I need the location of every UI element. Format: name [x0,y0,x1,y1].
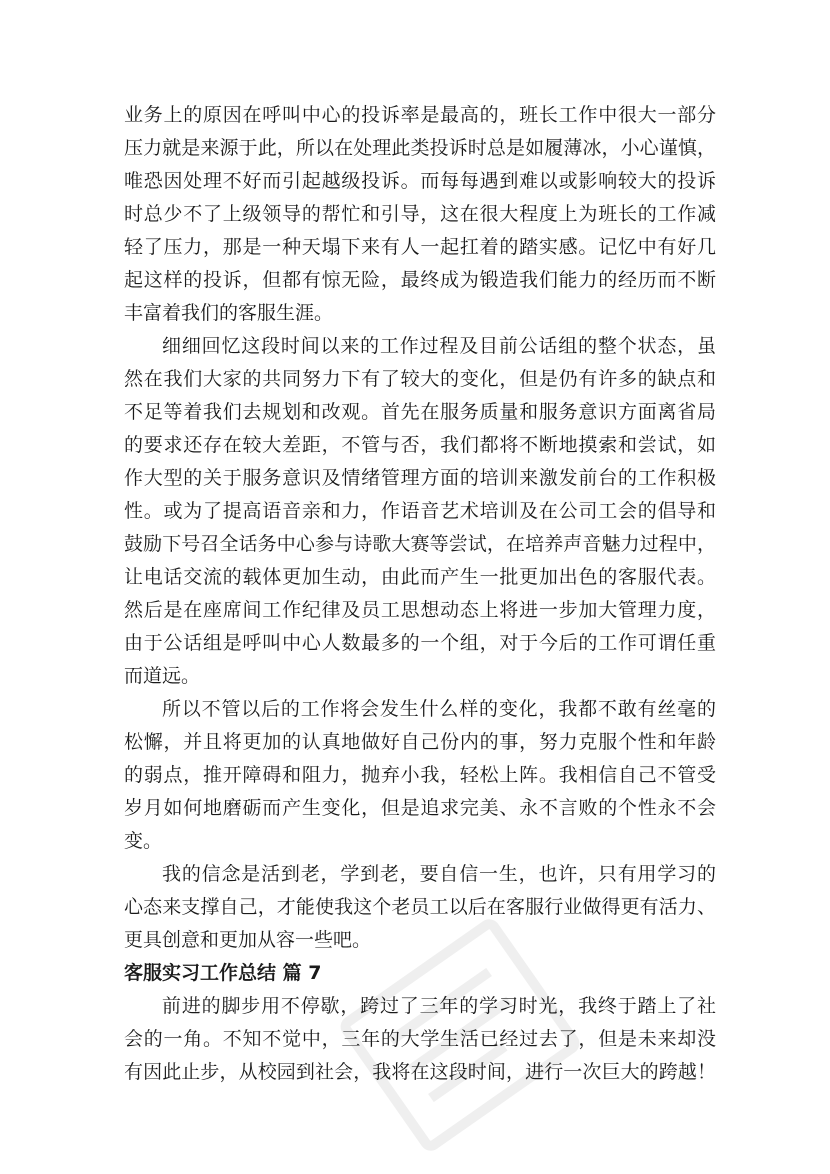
text-line: 轻了压力，那是一种天塌下来有人一起扛着的踏实感。记忆中有好几 [124,236,716,258]
text-line: 岁月如何地磨砺而产生变化，但是追求完美、永不言败的个性永不会 [124,797,716,819]
text-line: 不足等着我们去规划和改观。首先在服务质量和服务意识方面离省局 [124,401,716,423]
document-body [124,99,716,1089]
text-line: 性。或为了提高语音亲和力，作语音艺术培训及在公司工会的倡导和 [124,500,716,522]
text-line: 压力就是来源于此，所以在处理此类投诉时总是如履薄冰，小心谨慎， [124,137,716,159]
text-line: 然后是在座席间工作纪律及员工思想动态上将进一步加大管理力度， [124,599,716,621]
text-line: 的弱点，推开障碍和阻力，抛弃小我，轻松上阵。我相信自己不管受 [124,764,716,786]
text-line: 变。 [124,830,163,852]
section-heading: 客服实习工作总结 篇 7 [124,962,322,984]
paragraph-5 [124,990,716,1089]
text-line: 更具创意和更加从容一些吧。 [124,929,372,951]
paragraph-4 [124,858,716,957]
text-line: 鼓励下号召全话务中心参与诗歌大赛等尝试，在培养声音魅力过程中， [124,533,716,555]
text-line: 会的一角。不知不觉中，三年的大学生活已经过去了，但是未来却没 [124,1028,716,1050]
text-line: 松懈，并且将更加的认真地做好自己份内的事，努力克服个性和年龄 [124,731,716,753]
text-line: 唯恐因处理不好而引起越级投诉。而每每遇到难以或影响较大的投诉 [124,170,716,192]
text-line: 业务上的原因在呼叫中心的投诉率是最高的，班长工作中很大一部分 [124,104,716,126]
text-line: 前进的脚步用不停歇，跨过了三年的学习时光，我终于踏上了社 [162,995,716,1017]
text-line: 所以不管以后的工作将会发生什么样的变化，我都不敢有丝毫的 [162,698,716,720]
text-line: 起这样的投诉，但都有惊无险，最终成为锻造我们能力的经历而不断 [124,269,716,291]
paragraph-1 [124,99,716,330]
text-line: 我的信念是活到老，学到老，要自信一生，也许，只有用学习的 [162,863,716,885]
text-line: 时总少不了上级领导的帮忙和引导，这在很大程度上为班长的工作减 [124,203,716,225]
text-line: 而道远。 [124,665,201,687]
text-line: 的要求还存在较大差距，不管与否，我们都将不断地摸索和尝试，如 [124,434,716,456]
text-line: 心态来支撑自己，才能使我这个老员工以后在客服行业做得更有活力、 [124,896,716,918]
paragraph-3 [124,693,716,858]
text-line: 细细回忆这段时间以来的工作过程及目前公话组的整个状态，虽 [162,335,716,357]
text-line: 丰富着我们的客服生涯。 [124,302,334,324]
text-line: 让电话交流的载体更加生动，由此而产生一批更加出色的客服代表。 [124,566,716,588]
text-line: 作大型的关于服务意识及情绪管理方面的培训来激发前台的工作积极 [124,467,716,489]
paragraph-2 [124,330,716,693]
text-line: 由于公话组是呼叫中心人数最多的一个组，对于今后的工作可谓任重 [124,632,716,654]
text-line: 有因此止步，从校园到社会，我将在这段时间，进行一次巨大的跨越！ [124,1061,716,1083]
text-line: 然在我们大家的共同努力下有了较大的变化，但是仍有许多的缺点和 [124,368,716,390]
